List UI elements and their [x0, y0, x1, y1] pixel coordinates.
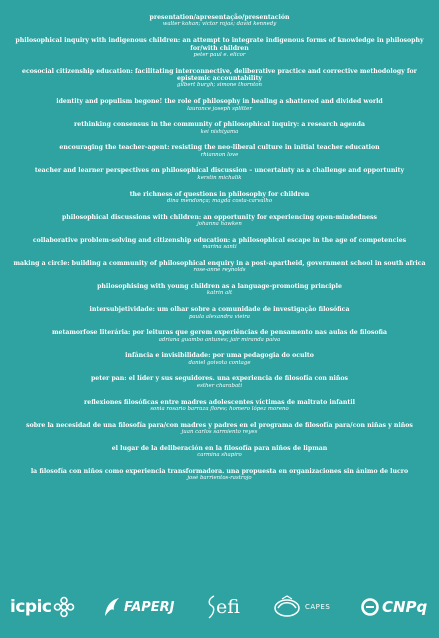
article-title: presentation/apresentação/presentación	[149, 14, 290, 21]
toc-entry	[0, 214, 439, 228]
article-authors: dina mendonça; magda costa-carvalho	[166, 197, 273, 204]
nefi-logo-text: efi	[216, 596, 240, 618]
icpic-flower-icon	[53, 596, 75, 618]
toc-entry	[0, 37, 439, 58]
capes-logo-text: CAPES	[305, 603, 331, 611]
toc-entry	[0, 68, 439, 89]
article-title: teacher and learner perspectives on philosophical discussion – uncertainty as a challenge and opportunity	[34, 167, 405, 175]
article-authors: rhiannon love	[200, 151, 239, 158]
capes-emblem-icon	[272, 595, 302, 619]
toc-entry	[0, 14, 439, 28]
nefi-logo	[206, 590, 240, 624]
article-authors: sonia rosario barraza flores; homero lópez moreno	[150, 405, 289, 412]
article-title: collaborative problem-solving and citizenship education: a philosophical escape in the age of competencies	[32, 236, 407, 244]
toc-entry	[0, 260, 439, 274]
article-title: peter pan: el líder y sus seguidores. una experiencia de filosofía con niños	[90, 375, 349, 383]
article-title: la filosofía con niños como experiencia transformadora. una propuesta en organizaciones sin ánimo de lucro	[30, 467, 409, 475]
icpic-logo	[10, 590, 75, 624]
article-authors: peter paul e. elicor	[193, 51, 246, 58]
toc-entry	[0, 121, 439, 135]
toc-entry	[0, 191, 439, 205]
article-title: infância e invisibilidade: por uma pedagogia do oculto	[125, 352, 314, 360]
toc-entry	[0, 352, 439, 366]
toc-entry	[0, 237, 439, 251]
article-title: intersubjetividade: um olhar sobre a comunidade de investigação filosófica	[89, 306, 350, 314]
article-title: the richness of questions in philosophy for children	[129, 190, 310, 198]
toc-entry	[0, 445, 439, 459]
cnpq-logo-text: CNPq	[382, 598, 428, 616]
table-of-contents	[0, 14, 439, 491]
article-authors: laurance joseph splitter	[187, 105, 252, 112]
article-authors: carmina shapiro	[197, 452, 242, 459]
article-title: metamorfose literária: por leituras que gerem experiências de pensamento nas aulas de filosofia	[52, 329, 387, 337]
toc-entry	[0, 468, 439, 482]
faperj-logo-text: FAPERJ	[124, 599, 175, 615]
article-title: encouraging the teacher-agent: resisting the neo-liberal culture in initial teacher education	[59, 144, 380, 152]
article-title: rethinking consensus in the community of philosophical inquiry: a research agenda	[74, 121, 365, 129]
article-authors: rose-anne reynolds	[193, 267, 246, 274]
article-title: identity and populism begone! the role of philosophy in healing a shattered and divided world	[56, 98, 383, 106]
faperj-logo	[102, 590, 175, 624]
article-authors: kei nishiyama	[200, 128, 239, 135]
cnpq-logo	[360, 590, 427, 624]
toc-entry	[0, 329, 439, 343]
faperj-emblem-icon	[102, 596, 122, 618]
toc-entry	[0, 167, 439, 181]
capes-logo	[272, 590, 330, 624]
article-authors: adriana guambo antunes; jair miranda paiva	[158, 336, 281, 343]
toc-entry	[0, 283, 439, 297]
article-authors: katrin alt	[206, 290, 233, 297]
toc-entry	[0, 306, 439, 320]
article-authors: kerstin michalik	[197, 174, 242, 181]
article-title: philosophical inquiry with indigenous children: an attempt to integrate indigenous forms of knowledge in philosophy for/with children	[15, 37, 424, 52]
toc-entry	[0, 399, 439, 413]
sponsor-logos	[0, 590, 439, 624]
article-authors: esther charabati	[196, 382, 243, 389]
toc-entry	[0, 144, 439, 158]
article-authors: josé barrientos-rastrojo	[187, 475, 252, 482]
nefi-swirl-icon	[206, 594, 216, 620]
article-authors: juan carlos sarmiento reyes	[181, 429, 258, 436]
article-title: philosophising with young children as a language-promoting principle	[97, 283, 342, 291]
article-authors: walter kohan; victor rojas; david kennedy	[162, 21, 277, 28]
article-authors: paula alexandra vieira	[188, 313, 251, 320]
article-authors: johanna hawken	[197, 221, 242, 228]
article-authors: gilbert burgh; simone thornton	[177, 82, 262, 89]
toc-entry	[0, 422, 439, 436]
toc-entry	[0, 98, 439, 112]
toc-entry	[0, 375, 439, 389]
cnpq-emblem-icon	[360, 597, 380, 617]
article-authors: daniel goivota contage	[188, 359, 251, 366]
article-title: ecosocial citizenship education: facilitating interconnective, deliberative practice and corrective methodology for epistemic accountability	[22, 67, 417, 83]
icpic-logo-text: icpic	[10, 597, 52, 617]
article-authors: marina santi	[202, 244, 237, 251]
article-title: philosophical discussions with children: an opportunity for experiencing open-mindedness	[61, 213, 378, 221]
article-title: reflexiones filosóficas entre madres adolescentes víctimas de maltrato infantil	[84, 398, 355, 406]
article-title: el lugar de la deliberación en la filosofía para niños de lipman	[111, 444, 328, 452]
article-title: sobre la necesidad de una filosofía para/con madres y padres en el programa de filosofía para/con niñas y niños	[26, 421, 413, 429]
article-title: making a circle: building a community of philosophical enquiry in a post-apartheid, government school in south africa	[13, 259, 426, 267]
